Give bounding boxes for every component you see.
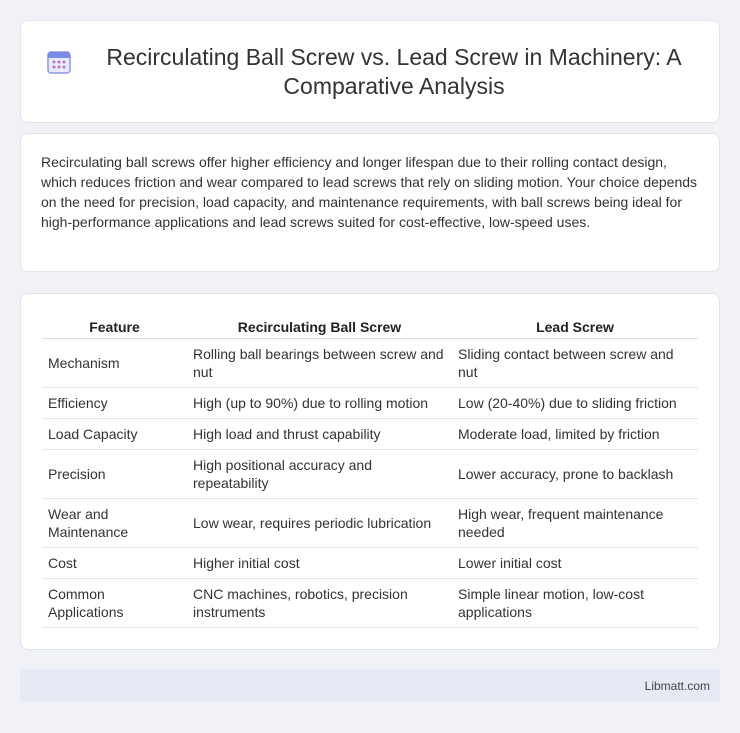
table-cell-ball-screw: High load and thrust capability [187,419,452,450]
table-cell-feature: Cost [42,548,187,579]
table-cell-ball-screw: High positional accuracy and repeatability [187,450,452,499]
footer-brand[interactable]: Libmatt.com [644,678,710,693]
comparison-table-card [20,293,720,650]
page-title: Recirculating Ball Screw vs. Lead Screw in Machinery: A Comparative Analysis [106,43,682,99]
column-header-lead-screw: Lead Screw [452,316,698,339]
table-row [42,419,698,450]
column-header-ball-screw: Recirculating Ball Screw [187,316,452,339]
table-header-row [42,316,698,339]
table-cell-lead-screw: Moderate load, limited by friction [452,419,698,450]
table-cell-lead-screw: Lower initial cost [452,548,698,579]
title-row [46,43,694,101]
table-cell-feature: Efficiency [42,388,187,419]
table-cell-lead-screw: Sliding contact between screw and nut [452,339,698,388]
table-cell-lead-screw: Lower accuracy, prone to backlash [452,450,698,499]
column-header-feature: Feature [42,316,187,339]
table-cell-feature: Precision [42,450,187,499]
table-cell-lead-screw: Simple linear motion, low-cost applications [452,579,698,628]
table-cell-lead-screw: Low (20-40%) due to sliding friction [452,388,698,419]
table-cell-feature: Mechanism [42,339,187,388]
table-row [42,450,698,499]
table-cell-feature: Wear and Maintenance [42,499,187,548]
table-cell-ball-screw: Rolling ball bearings between screw and nut [187,339,452,388]
table-cell-ball-screw: CNC machines, robotics, precision instruments [187,579,452,628]
footer-bar [20,669,720,702]
summary-card [20,133,720,272]
table-cell-feature: Common Applications [42,579,187,628]
table-row [42,499,698,548]
summary-text: Recirculating ball screws offer higher efficiency and longer lifespan due to their rolling contact design, which reduces friction and wear compared to lead screws that rely on sliding motion. Your choice depends on the need for precision, load capacity, and maintenance requirements, with ball screws being ideal for high-performance applications and lead screws suited for cost-effective, low-speed uses. [41,154,698,230]
calendar-icon [46,49,72,75]
table-row [42,579,698,628]
table-cell-ball-screw: High (up to 90%) due to rolling motion [187,388,452,419]
title-card [20,20,720,123]
page-container [20,20,720,650]
comparison-table [42,316,698,628]
table-cell-lead-screw: High wear, frequent maintenance needed [452,499,698,548]
table-cell-feature: Load Capacity [42,419,187,450]
table-row [42,339,698,388]
table-row [42,548,698,579]
table-cell-ball-screw: Higher initial cost [187,548,452,579]
table-cell-ball-screw: Low wear, requires periodic lubrication [187,499,452,548]
table-row [42,388,698,419]
